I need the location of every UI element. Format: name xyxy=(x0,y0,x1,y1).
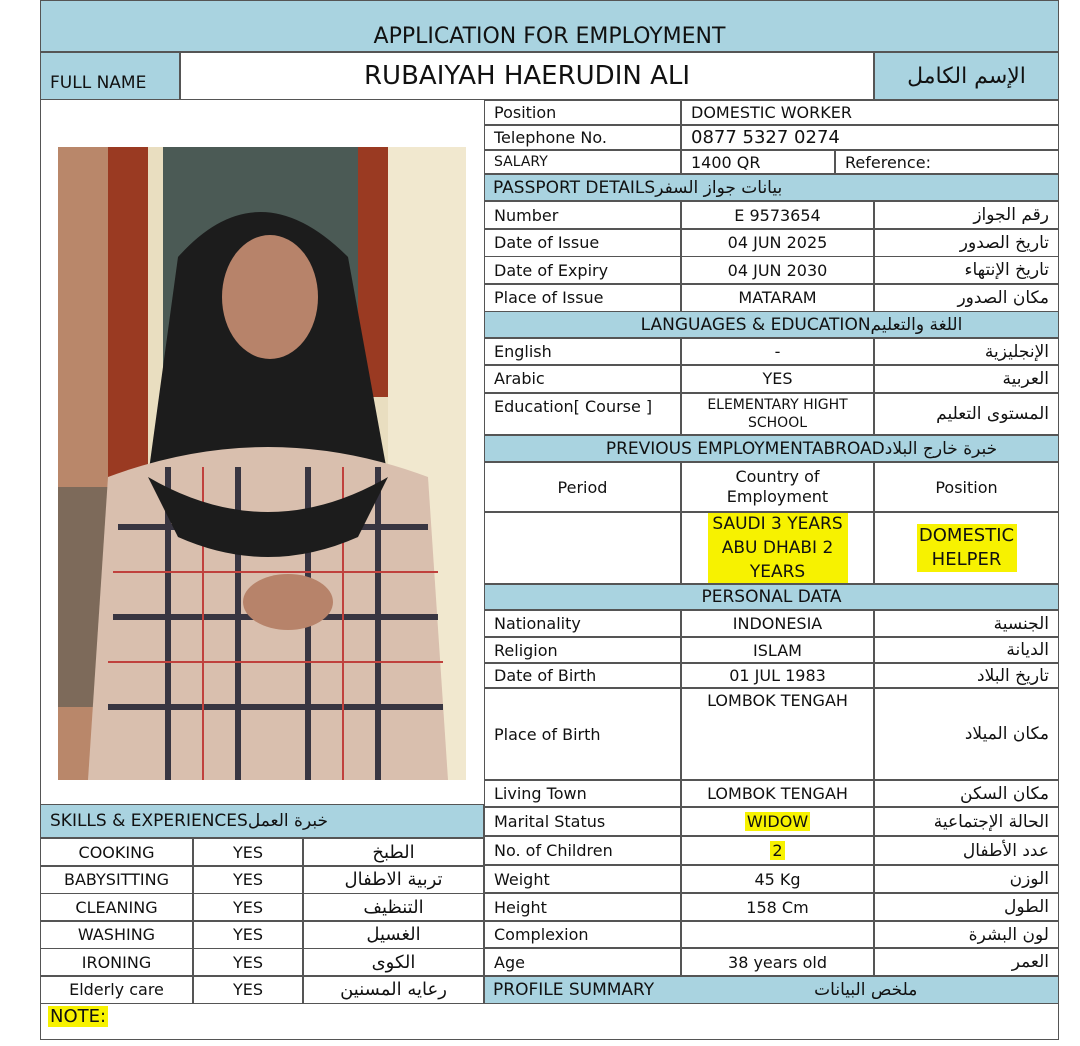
personal-row-label: Height xyxy=(484,893,681,921)
skill-value: YES xyxy=(193,948,303,976)
personal-section-header xyxy=(484,584,1059,610)
personal-row-label: Date of Birth xyxy=(484,663,681,688)
personal-row-label: Religion xyxy=(484,637,681,663)
passport-section-header xyxy=(484,174,1059,201)
passport-row-value: E 9573654 xyxy=(681,201,874,229)
language-row-value: - xyxy=(681,338,874,365)
personal-row-label-ar: عدد الأطفال xyxy=(874,836,1059,865)
position-label: Position xyxy=(484,100,681,125)
employment-country-cell xyxy=(681,512,874,584)
note-label: NOTE: xyxy=(50,1006,107,1027)
passport-row-label-ar: مكان الصدور xyxy=(874,284,1059,312)
passport-title: PASSPORT DETAILS xyxy=(493,177,656,198)
skill-name: COOKING xyxy=(40,838,193,866)
passport-row-value: 04 JUN 2030 xyxy=(681,256,874,284)
passport-row-label-ar: رقم الجواز xyxy=(874,201,1059,229)
personal-row-label-ar: الطول xyxy=(874,893,1059,921)
salary-value: 1400 QR xyxy=(681,150,835,174)
personal-row-label-ar: مكان السكن xyxy=(874,780,1059,807)
personal-row-value: LOMBOK TENGAH xyxy=(707,691,848,710)
profile-summary-label-ar: ملخص البيانات xyxy=(814,980,918,1000)
personal-row-value-cell xyxy=(681,948,874,976)
personal-row-value: 45 Kg xyxy=(754,869,801,889)
language-row-value: ELEMENTARY HIGHT SCHOOL xyxy=(681,393,874,435)
skill-value: YES xyxy=(193,866,303,894)
employment-position: DOMESTIC HELPER xyxy=(917,524,1017,572)
personal-row-value-cell xyxy=(681,637,874,663)
passport-row-label: Date of Expiry xyxy=(484,256,681,284)
skill-name-ar: رعايه المسنين xyxy=(303,976,484,1004)
passport-row-value: 04 JUN 2025 xyxy=(681,229,874,257)
passport-row-value: MATARAM xyxy=(681,284,874,312)
skill-name-ar: تربية الاطفال xyxy=(303,866,484,894)
telephone-label: Telephone No. xyxy=(484,125,681,150)
personal-row-value-cell xyxy=(681,663,874,688)
skill-name: Elderly care xyxy=(40,976,193,1004)
salary-label: SALARY xyxy=(484,150,681,174)
passport-row-label: Place of Issue xyxy=(484,284,681,312)
col-country: Country of Employment xyxy=(681,462,874,512)
personal-row-value: ISLAM xyxy=(753,640,802,660)
employment-title: PREVIOUS EMPLOYMENTABROAD xyxy=(605,438,885,459)
telephone-value: 0877 5327 0274 xyxy=(681,125,1059,150)
skill-name: IRONING xyxy=(40,948,193,976)
personal-row-value: LOMBOK TENGAH xyxy=(707,784,848,803)
personal-row-label: Nationality xyxy=(484,610,681,637)
personal-row-value: WIDOW xyxy=(746,812,809,831)
personal-row-value-cell xyxy=(681,865,874,893)
personal-row-value-cell xyxy=(681,836,874,865)
profile-summary-label: PROFILE SUMMARY xyxy=(493,980,655,1000)
passport-row-label: Number xyxy=(484,201,681,229)
personal-row-value-cell xyxy=(681,807,874,836)
personal-row-label-ar: الديانة xyxy=(874,637,1059,663)
personal-row-label: Marital Status xyxy=(484,807,681,836)
personal-row-value: INDONESIA xyxy=(732,614,823,633)
languages-section-header xyxy=(484,311,1059,338)
personal-row-label: Weight xyxy=(484,865,681,893)
personal-row-label-ar: الجنسية xyxy=(874,610,1059,637)
personal-row-label-ar: العمر xyxy=(874,948,1059,976)
position-value: DOMESTIC WORKER xyxy=(681,100,1059,125)
employment-section-header xyxy=(484,435,1059,462)
personal-row-label-ar: الوزن xyxy=(874,865,1059,893)
language-row-label-ar: الإنجليزية xyxy=(874,338,1059,365)
personal-row-value-cell xyxy=(681,921,874,948)
language-row-label: Arabic xyxy=(484,365,681,393)
skill-value: YES xyxy=(193,976,303,1004)
employment-title-ar: خبرة خارج البلاد xyxy=(884,438,998,459)
personal-row-value-cell xyxy=(681,610,874,637)
personal-row-value: 38 years old xyxy=(728,952,827,972)
passport-row-label-ar: تاريخ الإنتهاء xyxy=(874,256,1059,284)
skill-value: YES xyxy=(193,838,303,866)
applicant-photo-illustration xyxy=(58,147,466,780)
personal-row-value: 2 xyxy=(772,841,783,860)
skill-name-ar: الكوى xyxy=(303,948,484,976)
reference-label: Reference: xyxy=(835,150,1059,174)
full-name-label-ar: الإسم الكامل xyxy=(874,52,1059,100)
skill-name-ar: الغسيل xyxy=(303,921,484,949)
skill-name: CLEANING xyxy=(40,893,193,921)
employment-country: SAUDI 3 YEARS ABU DHABI 2 YEARS xyxy=(708,512,848,584)
personal-row-label: Complexion xyxy=(484,921,681,948)
note-row xyxy=(48,1006,108,1027)
personal-row-label-ar: مكان الميلاد xyxy=(874,688,1059,780)
col-position: Position xyxy=(874,462,1059,512)
applicant-photo xyxy=(58,147,466,780)
profile-summary-header xyxy=(484,976,1059,1004)
personal-row-label: Place of Birth xyxy=(484,688,681,780)
full-name-value: RUBAIYAH HAERUDIN ALI xyxy=(180,52,874,100)
personal-row-value-cell xyxy=(681,893,874,921)
skill-value: YES xyxy=(193,893,303,921)
employment-period xyxy=(484,512,681,584)
skill-name: WASHING xyxy=(40,921,193,949)
language-row-label-ar: المستوى التعليم xyxy=(874,393,1059,435)
personal-row-label-ar: تاريخ البلاد xyxy=(874,663,1059,688)
personal-row-label-ar: لون البشرة xyxy=(874,921,1059,948)
skill-value: YES xyxy=(193,921,303,949)
language-row-label: Education[ Course ] xyxy=(484,393,681,435)
skills-title-ar: خبرة العمل xyxy=(247,811,328,831)
personal-row-value-cell xyxy=(681,688,874,780)
personal-row-label: Age xyxy=(484,948,681,976)
form-title-bar xyxy=(40,0,1059,52)
language-row-label-ar: العربية xyxy=(874,365,1059,393)
skills-title: SKILLS & EXPERIENCES xyxy=(50,811,248,831)
skill-name: BABYSITTING xyxy=(40,866,193,894)
skill-name-ar: الطبخ xyxy=(303,838,484,866)
skill-name-ar: التنظيف xyxy=(303,893,484,921)
personal-row-value: 158 Cm xyxy=(746,897,809,917)
form-title: APPLICATION FOR EMPLOYMENT xyxy=(373,24,726,49)
personal-row-label: Living Town xyxy=(484,780,681,807)
personal-row-value: 01 JUL 1983 xyxy=(729,666,826,685)
personal-row-value-cell xyxy=(681,780,874,807)
employment-position-cell xyxy=(874,512,1059,584)
skills-section-header xyxy=(40,804,484,838)
personal-title: PERSONAL DATA xyxy=(701,587,842,607)
full-name-label: FULL NAME xyxy=(40,52,180,100)
languages-title-ar: اللغة والتعليم xyxy=(870,314,963,335)
passport-row-label: Date of Issue xyxy=(484,229,681,257)
passport-title-ar: بيانات جواز السفر xyxy=(655,177,783,198)
language-row-label: English xyxy=(484,338,681,365)
language-row-value: YES xyxy=(681,365,874,393)
languages-title: LANGUAGES & EDUCATION xyxy=(640,314,871,335)
personal-row-label: No. of Children xyxy=(484,836,681,865)
passport-row-label-ar: تاريخ الصدور xyxy=(874,229,1059,257)
col-period: Period xyxy=(484,462,681,512)
personal-row-label-ar: الحالة الإجتماعية xyxy=(874,807,1059,836)
